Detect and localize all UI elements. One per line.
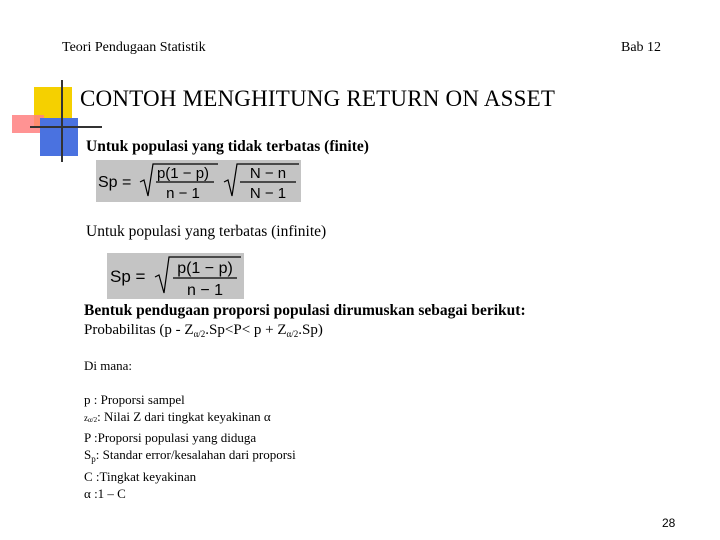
formula-finite-num1: p(1 − p) xyxy=(156,165,210,182)
definition-text: : Proporsi sampel xyxy=(90,392,185,407)
probability-formula xyxy=(84,322,323,339)
estimation-label: Bentuk pendugaan proporsi populasi dirumuskan sebagai berikut: xyxy=(84,302,526,319)
decoration-horizontal-line xyxy=(30,126,102,128)
definition-text: :1 – C xyxy=(90,486,126,501)
definition-item xyxy=(84,468,296,485)
page-number: 28 xyxy=(662,516,676,530)
decoration-vertical-line xyxy=(61,80,63,162)
definition-text: :Tingkat keyakinan xyxy=(92,469,197,484)
definition-symbol: S xyxy=(84,447,92,462)
definition-symbol: α xyxy=(84,486,91,501)
slide-title: CONTOH MENGHITUNG RETURN ON ASSET xyxy=(80,86,556,111)
definition-item xyxy=(84,391,296,408)
formula-finite-lhs: Sp = xyxy=(98,174,132,191)
formula-infinite-num: p(1 − p) xyxy=(177,260,233,277)
definition-text: : Standar error/kesalahan dari proporsi xyxy=(95,447,296,462)
header-right: Bab 12 xyxy=(621,40,662,55)
formula-infinite-graphic xyxy=(107,253,244,299)
definition-item xyxy=(84,408,296,429)
definition-sub: p xyxy=(91,454,96,464)
probability-sub1: α/2 xyxy=(193,329,206,339)
definition-list xyxy=(84,391,296,502)
definition-item xyxy=(84,429,296,446)
finite-label: Untuk populasi yang tidak terbatas (finite) xyxy=(86,138,369,155)
definition-symbol: p xyxy=(84,392,91,407)
definition-item xyxy=(84,485,296,502)
where-label: Di mana: xyxy=(84,358,133,373)
formula-infinite-lhs: Sp = xyxy=(110,267,146,286)
formula-finite-den1: n − 1 xyxy=(166,185,200,202)
probability-middle: .Sp<P< p + Z xyxy=(205,322,287,338)
probability-sub2: α/2 xyxy=(286,329,299,339)
probability-prefix: Probabilitas (p - Z xyxy=(84,322,194,338)
definition-item xyxy=(84,446,296,468)
probability-suffix: .Sp) xyxy=(298,322,323,338)
definition-symbol: z xyxy=(84,413,88,423)
formula-infinite-den: n − 1 xyxy=(186,282,224,299)
definition-text: : Nilai Z dari tingkat keyakinan α xyxy=(97,409,271,424)
blue-square xyxy=(40,118,78,156)
definition-symbol: P xyxy=(84,430,91,445)
definition-symbol: C xyxy=(84,469,93,484)
header-left: Teori Pendugaan Statistik xyxy=(62,40,206,55)
infinite-label: Untuk populasi yang terbatas (infinite) xyxy=(86,223,327,240)
formula-finite-num2: N − n xyxy=(249,165,287,182)
formula-finite xyxy=(96,160,301,202)
definition-text: :Proporsi populasi yang diduga xyxy=(90,430,257,445)
formula-infinite xyxy=(107,253,244,299)
formula-finite-graphic xyxy=(96,160,301,202)
definition-sub: α/2 xyxy=(88,416,98,424)
formula-finite-den2: N − 1 xyxy=(249,185,287,202)
